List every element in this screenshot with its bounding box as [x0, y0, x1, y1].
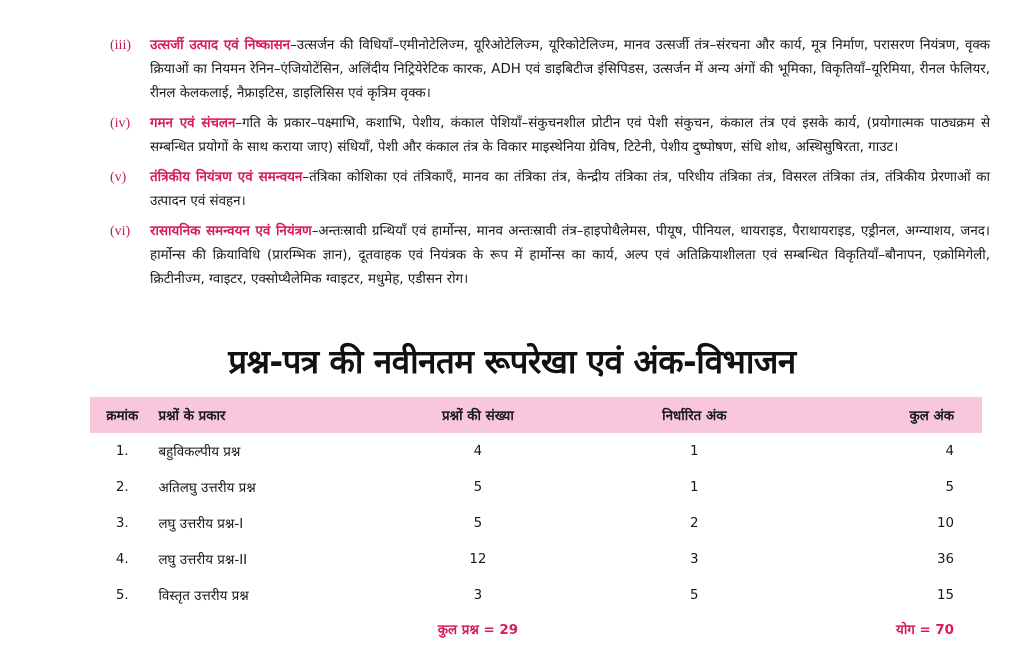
syllabus-unit — [110, 166, 990, 214]
question-count: 12 — [469, 551, 487, 567]
table-row — [90, 577, 982, 613]
question-type: विस्तृत उत्तरीय प्रश्न — [158, 589, 249, 604]
question-type: बहुविकल्पीय प्रश्न — [158, 445, 241, 460]
column-header: प्रश्नों के प्रकार — [158, 409, 226, 424]
question-type: लघु उत्तरीय प्रश्न-II — [158, 553, 248, 568]
column-header: क्रमांक — [106, 409, 139, 424]
unit-text: –उत्सर्जन की विधियाँ–एमीनोटेलिज्म, यूरिओटेलिज्म, यूरिकोटेलिज्म, मानव उत्सर्जी तंत्र–संरचना और कार्य, मूत्र निर्माण, परासरण नियंत्रण, वृक्क क्रियाओं का नियमन रेनिन–एंजियोटेंसिन, अलिंदीय निट्रियेरेटिक कारक, ADH एवं डाइबिटीज इंसिपिडस, उत्सर्जन में अन्य अंगों की भूमिका, विकृतियाँ–यूरिमिया, रीनल फेलियर, रीनल केलकलाई, नैफ्राइटिस, डाइलिसिस एवं कृत्रिम वृक्क। — [150, 38, 990, 101]
column-header: निर्धारित अंक — [662, 409, 727, 424]
totals-row — [90, 613, 982, 645]
unit-text: –अन्तःस्रावी ग्रन्थियाँ एवं हार्मोन्स, मानव अन्तःस्रावी तंत्र–हाइपोथैलेमस, पीयूष, पीनियल, थायराइड, पैराथायराइड, एड्रीनल, अग्न्याशय, जनद। हार्मोन्स की क्रियाविधि (प्रारम्भिक ज्ञान), दूतवाहक एवं नियंत्रक के रूप में हार्मोन्स का कार्य, अल्प एवं अतिक्रियाशीलता एवं सम्बन्धित विकृतियाँ–बौनापन, एक्रोमिगेली, क्रिटीनीज्म, ग्वाइटर, एक्सोप्थैलेमिक ग्वाइटर, मधुमेह, एडीसन रोग। — [150, 224, 990, 287]
question-count: 5 — [473, 479, 483, 495]
marks-each: 1 — [690, 443, 699, 459]
question-type: लघु उत्तरीय प्रश्न-I — [158, 517, 244, 532]
unit-number: (vi) — [110, 224, 131, 239]
table-row — [90, 541, 982, 577]
marks-total: 36 — [936, 551, 954, 567]
marks-table — [90, 397, 982, 645]
table-header-row — [90, 397, 982, 433]
table-row — [90, 433, 982, 469]
column-header: कुल अंक — [909, 409, 954, 424]
syllabus-unit — [110, 34, 990, 106]
unit-text: –तंत्रिका कोशिका एवं तंत्रिकाएँ, मानव का तंत्रिका तंत्र, केन्द्रीय तंत्रिका तंत्र, परिधीय तंत्रिका तंत्र, विसरल तंत्रिका तंत्र, तंत्रिकीय प्रेरणाओं का उत्पादन एवं संवहन। — [150, 170, 991, 209]
unit-heading: उत्सर्जी उत्पाद एवं निष्कासन — [150, 38, 291, 53]
marks-each: 3 — [690, 551, 699, 567]
marks-each: 5 — [690, 587, 699, 603]
question-count: 5 — [473, 515, 483, 531]
marks-total: 15 — [936, 587, 954, 603]
unit-heading: रासायनिक समन्वयन एवं नियंत्रण — [150, 224, 312, 239]
marks-total: 10 — [936, 515, 954, 531]
marks-total: 5 — [945, 479, 954, 495]
total-marks: योग = 70 — [896, 623, 954, 638]
unit-number: (v) — [110, 170, 127, 185]
unit-heading: गमन एवं संचलन — [150, 116, 236, 131]
unit-number: (iii) — [110, 38, 131, 53]
unit-heading: तंत्रिकीय नियंत्रण एवं समन्वयन — [150, 170, 303, 185]
column-header: प्रश्नों की संख्या — [442, 409, 514, 424]
row-serial: 4. — [115, 551, 129, 567]
row-serial: 1. — [115, 443, 129, 459]
question-count: 3 — [473, 587, 483, 603]
row-serial: 3. — [115, 515, 129, 531]
marks-each: 1 — [690, 479, 699, 495]
unit-number: (iv) — [110, 116, 131, 131]
unit-text: –गति के प्रकार–पक्ष्माभि, कशाभि, पेशीय, कंकाल पेशियाँ–संकुचनशील प्रोटीन एवं पेशी संकुचन, कंकाल तंत्र एवं इसके कार्य, (प्रयोगात्मक पाठ्यक्रम से सम्बन्धित प्रयोगों के साथ कराया जाए) संधियाँ, पेशी और कंकाल तंत्र के विकार माइस्थेनिया ग्रेविष, टिटेनी, पेशीय दुष्पोषण, संधि शोथ, अस्थिसुषिरता, गाउट। — [150, 116, 990, 155]
row-serial: 2. — [115, 479, 129, 495]
table-row — [90, 469, 982, 505]
syllabus-list — [110, 34, 990, 298]
question-type: अतिलघु उत्तरीय प्रश्न — [158, 481, 256, 496]
row-serial: 5. — [115, 587, 129, 603]
syllabus-unit — [110, 112, 990, 160]
table-row — [90, 505, 982, 541]
question-count: 4 — [473, 443, 483, 459]
total-questions: कुल प्रश्न = 29 — [437, 623, 519, 638]
marks-total: 4 — [945, 443, 954, 459]
page-title: प्रश्न-पत्र की नवीनतम रूपरेखा एवं अंक-विभाजन — [228, 342, 796, 381]
syllabus-unit — [110, 220, 990, 292]
marks-each: 2 — [690, 515, 699, 531]
